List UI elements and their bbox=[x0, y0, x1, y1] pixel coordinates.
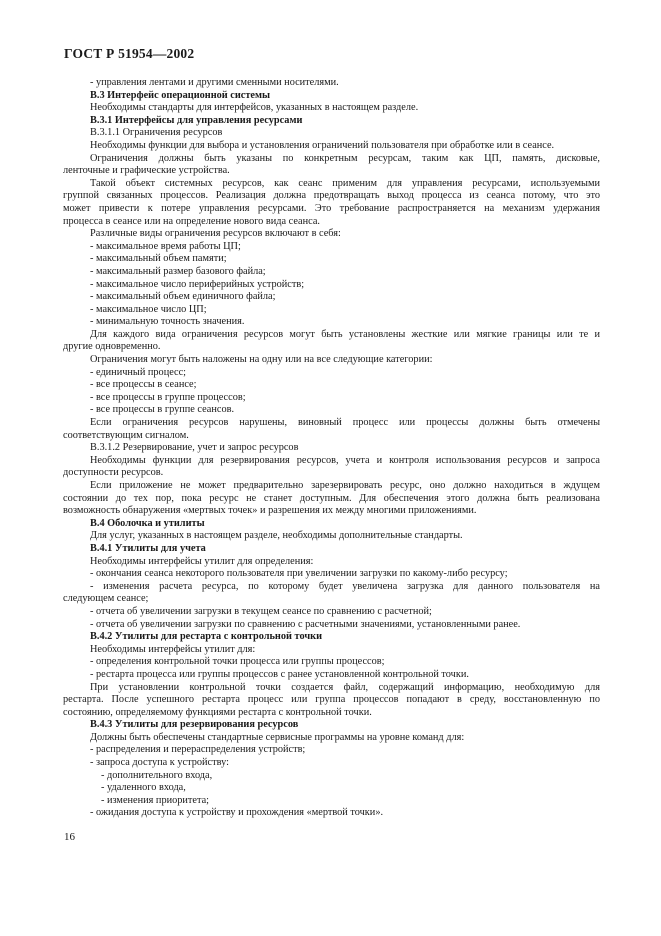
text-line: - минимальную точность значения. bbox=[90, 316, 245, 328]
text-line: При установлении контрольной точки создается файл, содержащий информацию, необходимую для bbox=[90, 681, 600, 693]
page-number: 16 bbox=[64, 831, 75, 843]
text-line: возможность обнаружения «мертвых точек» и разрешения их между многими приложениями. bbox=[63, 505, 477, 517]
text-line: Ограничения должны быть указаны по конкретным ресурсам, таким как ЦП, память, дисковые, bbox=[90, 152, 600, 164]
text-line: В.3.1.1 Ограничения ресурсов bbox=[90, 127, 223, 139]
text-line: - все процессы в сеансе; bbox=[90, 379, 197, 391]
text-line: - отчета об увеличении загрузки в текущем сеансе по сравнению с расчетной; bbox=[90, 605, 432, 617]
text-line: - удаленного входа, bbox=[101, 782, 186, 794]
section-heading: В.4 Оболочка и утилиты bbox=[90, 517, 205, 529]
text-line: другие одновременно. bbox=[63, 341, 161, 353]
text-line: - окончания сеанса некоторого пользователя при увеличении загрузки по какому-либо ресурсу; bbox=[90, 568, 508, 580]
text-line: следующем сеансе; bbox=[63, 593, 149, 605]
text-line: Необходимы функции для резервирования ресурсов, учета и контроля использования ресурсов и запроса bbox=[90, 454, 600, 466]
text-line: - распределения и перераспределения устройств; bbox=[90, 744, 306, 756]
text-line: - максимальное число периферийных устройств; bbox=[90, 278, 305, 290]
document-header: ГОСТ Р 51954—2002 bbox=[64, 46, 195, 61]
text-line: Такой объект системных ресурсов, как сеанс применим для управления ресурсами, используемыми bbox=[90, 177, 600, 189]
text-line: - управления лентами и другими сменными носителями. bbox=[90, 77, 339, 88]
text-line: - максимальный размер базового файла; bbox=[90, 265, 266, 277]
text-line: может привести к потере управления ресурсами. Это требование распространяется на механизм удержания bbox=[63, 202, 600, 214]
text-line: - запроса доступа к устройству: bbox=[90, 757, 229, 769]
text-line: - изменения расчета ресурса, по которому будет увеличена загрузка для данного пользователя на bbox=[90, 580, 600, 592]
text-line: Необходимы стандарты для интерфейсов, указанных в настоящем разделе. bbox=[90, 102, 419, 114]
section-heading: В.4.1 Утилиты для учета bbox=[90, 542, 206, 554]
text-line: Необходимы интерфейсы утилит для определения: bbox=[90, 555, 314, 567]
section-heading: В.3 Интерфейс операционной системы bbox=[90, 89, 271, 101]
text-line: Необходимы функции для выбора и установления ограничений пользователя при обработке или в сеансе. bbox=[90, 139, 555, 151]
text-line: - максимальное число ЦП; bbox=[90, 303, 207, 315]
text-line: - изменения приоритета; bbox=[101, 794, 210, 806]
text-line: Должны быть обеспечены стандартные сервисные программы на уровне команд для: bbox=[90, 731, 465, 743]
text-line: процесса в сеансе или на определение нового вида сеанса. bbox=[63, 215, 320, 227]
text-line: - максимальный объем памяти; bbox=[90, 253, 227, 265]
section-heading: В.4.2 Утилиты для рестарта с контрольной точки bbox=[90, 631, 323, 643]
text-line: доступности ресурсов. bbox=[63, 467, 164, 479]
text-line: - максимальное время работы ЦП; bbox=[90, 240, 241, 252]
text-line: рестарта. После успешного рестарта процесс или группа процессов попадают в среду, восстановленную по bbox=[63, 694, 600, 706]
text-line: - отчета об увеличении загрузки по сравнению с расчетными значениями, установленными ранее. bbox=[90, 618, 521, 630]
document-body bbox=[63, 77, 600, 820]
text-line: - ожидания доступа к устройству и прохождения «мертвой точки». bbox=[90, 807, 384, 819]
text-line: состоянию, определяемому функциями рестарта с контрольной точки. bbox=[63, 706, 372, 718]
text-line: - единичный процесс; bbox=[90, 366, 187, 378]
text-line: Ограничения могут быть наложены на одну или на все следующие категории: bbox=[90, 354, 433, 366]
text-line: Для услуг, указанных в настоящем разделе, необходимы дополнительные стандарты. bbox=[90, 530, 463, 542]
section-heading: В.3.1 Интерфейсы для управления ресурсами bbox=[90, 114, 303, 126]
text-line: Если ограничения ресурсов нарушены, виновный процесс или процессы должны быть отмечены bbox=[90, 417, 600, 429]
text-line: Если приложение не может предварительно зарезервировать ресурс, оно должно находиться в ждущем bbox=[90, 480, 600, 491]
text-line: - все процессы в группе процессов; bbox=[90, 391, 246, 403]
text-line: - максимальный объем единичного файла; bbox=[90, 291, 276, 303]
text-line: - дополнительного входа, bbox=[101, 769, 213, 781]
text-line: В.3.1.2 Резервирование, учет и запрос ресурсов bbox=[90, 442, 299, 454]
text-line: - рестарта процесса или группы процессов с ранее установленной контрольной точки. bbox=[90, 668, 469, 680]
text-line: группой связанных процессов. Реализация должна предотвращать выход процесса из сеанса потому, что это bbox=[63, 190, 600, 202]
text-line: состоянии до тех пор, пока ресурс не станет доступным. Для обеспечения этого должна быть реализована bbox=[63, 492, 600, 504]
text-line: Различные виды ограничения ресурсов включают в себя: bbox=[90, 228, 341, 240]
section-heading: В.4.3 Утилиты для резервирования ресурсов bbox=[90, 719, 299, 731]
text-line: соответствующим сигналом. bbox=[63, 429, 189, 441]
text-line: - определения контрольной точки процесса или группы процессов; bbox=[90, 656, 385, 668]
text-line: - все процессы в группе сеансов. bbox=[90, 404, 235, 416]
text-line: Необходимы интерфейсы утилит для: bbox=[90, 643, 256, 655]
text-line: Для каждого вида ограничения ресурсов могут быть установлены жесткие или мягкие границы или те и bbox=[90, 328, 600, 340]
text-line: ленточные и графические устройства. bbox=[63, 165, 230, 177]
